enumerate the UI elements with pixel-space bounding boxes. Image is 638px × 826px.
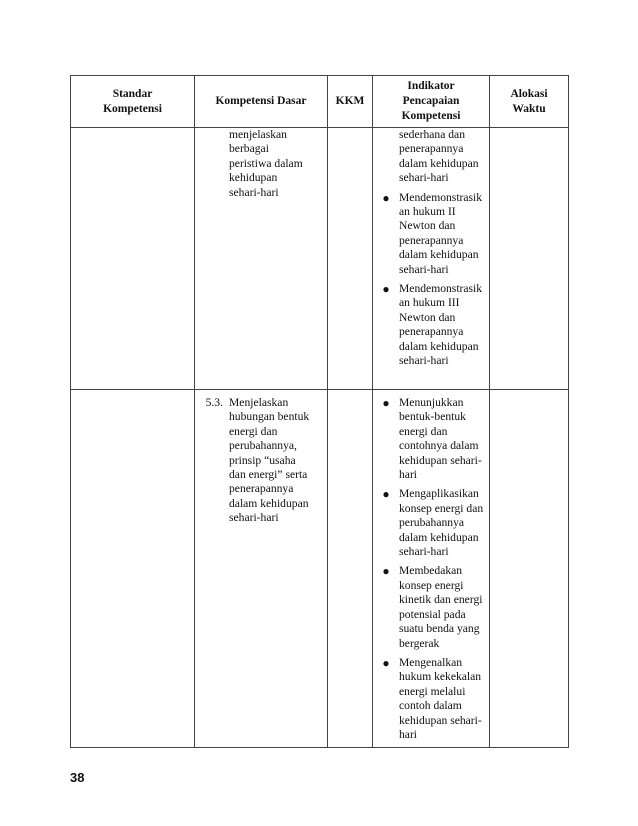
kd-text: menjelaskan berbagai peristiwa dalam kehidupan sehari-hari bbox=[229, 128, 303, 199]
header-alokasi-waktu: Alokasi Waktu bbox=[490, 76, 569, 128]
bullet-dot-icon: ● bbox=[382, 190, 390, 205]
bullet-dot-icon: ● bbox=[382, 655, 390, 670]
header-kompetensi-dasar: Kompetensi Dasar bbox=[195, 76, 328, 128]
table-row bbox=[71, 390, 569, 748]
indicator-item bbox=[373, 656, 489, 742]
indicator-text: Mengenalkan hukum kekekalan energi melalui contoh dalam kehidupan sehari- hari bbox=[399, 655, 482, 741]
indicator-text: Menunjukkan bentuk-bentuk energi dan contohnya dalam kehidupan sehari- hari bbox=[399, 396, 482, 482]
syllabus-table bbox=[70, 75, 569, 748]
bullet-dot-icon: ● bbox=[382, 487, 390, 502]
bullet-dot-icon: ● bbox=[382, 396, 390, 410]
bullet-dot-icon: ● bbox=[382, 564, 390, 579]
indicator-text: Mendemonstrasik an hukum II Newton dan penerapannya dalam kehidupan sehari-hari bbox=[399, 190, 483, 276]
header-kkm: KKM bbox=[328, 76, 373, 128]
indicator-item bbox=[373, 282, 489, 368]
kd-number: 5.3. bbox=[205, 396, 223, 409]
table-row bbox=[71, 128, 569, 390]
cell-kompetensi-dasar bbox=[195, 128, 328, 390]
cell-indikator bbox=[373, 128, 490, 390]
cell-standar-kompetensi bbox=[71, 128, 195, 390]
indicator-item bbox=[373, 396, 489, 482]
indicator-text: Mendemonstrasik an hukum III Newton dan penerapannya dalam kehidupan sehari-hari bbox=[399, 282, 483, 368]
indicator-continuation: sederhana dan penerapannya dalam kehidupan sehari-hari bbox=[399, 128, 479, 185]
header-standar-kompetensi: Standar Kompetensi bbox=[71, 76, 195, 128]
kd-text: Menjelaskan hubungan bentuk energi dan perubahannya, prinsip “usaha dan energi” serta penerapannya dalam kehidupan sehari-hari bbox=[229, 396, 310, 525]
cell-kkm bbox=[328, 390, 373, 748]
cell-kkm bbox=[328, 128, 373, 390]
indicator-item bbox=[373, 191, 489, 277]
cell-standar-kompetensi bbox=[71, 390, 195, 748]
indicator-item bbox=[373, 487, 489, 559]
cell-indikator bbox=[373, 390, 490, 748]
indicator-item bbox=[373, 564, 489, 650]
header-indikator: Indikator Pencapaian Kompetensi bbox=[373, 76, 490, 128]
cell-alokasi-waktu bbox=[490, 128, 569, 390]
cell-alokasi-waktu bbox=[490, 390, 569, 748]
table-header-row bbox=[71, 76, 569, 128]
bullet-dot-icon: ● bbox=[382, 282, 390, 297]
indicator-text: Membedakan konsep energi kinetik dan energi potensial pada suatu benda yang bergerak bbox=[399, 564, 483, 650]
page-number: 38 bbox=[70, 770, 85, 785]
indicator-text: Mengaplikasikan konsep energi dan perubahannya dalam kehidupan sehari-hari bbox=[399, 487, 484, 559]
kd-number bbox=[195, 128, 229, 200]
cell-kompetensi-dasar bbox=[195, 390, 328, 748]
